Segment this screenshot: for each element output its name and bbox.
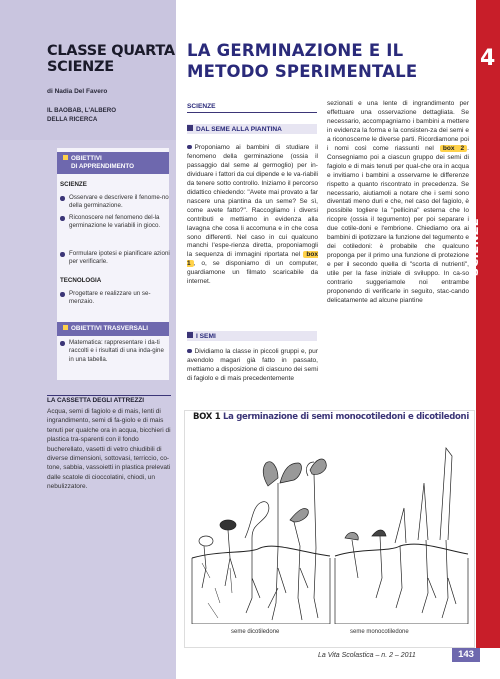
column-1-text-2 <box>187 348 318 384</box>
column-1-text <box>187 144 318 287</box>
label-isemi-text: I SEMI <box>196 333 216 340</box>
section-scienze: SCIENZE <box>60 181 87 188</box>
bullet-icon <box>60 341 65 346</box>
col2-paragraph: sezionati e una lente di ingrandimento per effettuare una osservazione dettagliata. Se necessario, accompagniamo i bambini a mettere in evidenza la forma e la consisten-za dei semi e a riconoscerne le diverse parti. Ricordiamone poi i nomi così come riassunti nel <box>327 100 469 152</box>
label-dalseme <box>187 125 282 133</box>
tools-divider <box>47 395 171 396</box>
bullet-icon <box>60 292 65 297</box>
subject-label: SCIENZE <box>47 59 114 75</box>
square-icon <box>63 155 68 160</box>
objective-item <box>60 290 170 307</box>
objective-item <box>60 214 170 231</box>
chapter-tab <box>476 0 500 648</box>
section-tecnologia: TECNOLOGIA <box>60 277 102 284</box>
class-heading <box>47 43 175 75</box>
box1-ref[interactable]: box 1 <box>187 251 318 268</box>
germination-illustration <box>190 428 470 624</box>
objectives-title-line2: DI APPRENDIMENTO <box>71 163 134 170</box>
objectives-title-line1: OBIETTIVI <box>71 155 102 162</box>
box1-title <box>193 412 469 422</box>
tools-title: LA CASSETTA DEGLI ATTREZZI <box>47 397 145 404</box>
vertical-label-text: SCIENZE <box>467 217 482 277</box>
label-scienze: SCIENZE <box>187 103 216 110</box>
box1-title-text: La germinazione di semi monocotiledoni e dicotiledoni <box>223 412 469 422</box>
square-icon <box>63 325 68 330</box>
objective-item <box>60 250 170 267</box>
col1-paragraph-1-end: , o, se disponiamo di un computer, guardiamone un filmato scaricabile da internet. <box>187 260 318 286</box>
caption-dicot: seme dicotiledone <box>231 629 280 635</box>
vertical-subject-label <box>467 208 500 288</box>
bullet-icon <box>187 349 192 354</box>
transversal-text: Matematica: rappresentare i da-ti raccolti e i risultati di una inda-gine in una tabella. <box>69 339 164 363</box>
box2-ref[interactable]: box 2 <box>440 145 467 152</box>
objective-text: Progettare e realizzare un se-menzaio. <box>69 290 151 306</box>
bullet-icon <box>187 145 192 150</box>
bullet-icon <box>60 252 65 257</box>
objective-item <box>60 194 170 211</box>
objective-text: Riconoscere nel fenomeno del-la germinazione le variabili in gioco. <box>69 214 161 230</box>
title-line-1: LA GERMINAZIONE E IL <box>187 41 404 60</box>
author: di Nadia Del Favero <box>47 88 108 95</box>
label-dalseme-text: DAL SEME ALLA PIANTINA <box>196 126 282 133</box>
caption-monocot: seme monocotiledone <box>350 629 409 635</box>
col1-paragraph-2: Dividiamo la classe in piccoli gruppi e, pur avendolo magari già fatto in passato, mettiamo a disposizione di ciascuno dei semi di fagiolo e di mais precedentemente <box>187 348 319 382</box>
objectives-panel <box>57 148 169 338</box>
objectives-title <box>57 152 169 174</box>
footer: La Vita Scolastica – n. 2 – 2011 <box>318 652 416 659</box>
transversal-item <box>60 339 170 364</box>
series-line-1: IL BAOBAB, L'ALBERO <box>47 107 117 114</box>
bullet-icon <box>60 196 65 201</box>
square-icon <box>187 125 193 131</box>
label-rule <box>187 112 317 113</box>
tools-text: Acqua, semi di fagiolo e di mais, lenti di ingrandimento, semi di fa-giolo e di mais tenuti per qualche ora in acqua, bicchieri di plastica tra-sparenti con il fondo bucherellato, vasetti di vetro chiudibili di diverse dimensioni, sottovasi, terriccio, co-tone, sabbia, vassoietti in plastica prelevati dalle scatole di cioccolatini, chiodi, un nebulizzatore. <box>47 408 171 491</box>
objective-text: Formulare ipotesi e pianificare azioni per verificarle. <box>69 250 170 266</box>
page-number: 143 <box>452 648 480 662</box>
chapter-number: 4 <box>480 46 496 71</box>
transversal-title-text: OBIETTIVI TRASVERSALI <box>71 325 148 332</box>
series-label <box>47 106 157 124</box>
left-pot <box>192 558 330 624</box>
article-title <box>187 40 417 82</box>
objective-text: Osservare e descrivere il fenome-no della germinazione. <box>69 194 169 210</box>
col1-paragraph-1: Proponiamo ai bambini di studiare il fenomeno della germinazione (ossia il passaggio dal seme al germoglio) per in-dividuare i fattori da cui dipende e le va-riabili da tenere sotto controllo. Iniziamo il percorso didattico chiedendo: "Avete mai provato a far nascere una piantina da un seme? Se sì, come avete fatto?". Raccogliamo i diversi contributi e mettiamo in evidenza alla lavagna che cosa li accomuna e in che cosa sono differenti. Nel caso in cui qualcuno manchi l'espe-rienza diretta, proponiamogli la sequenza di immagini riportata nel <box>187 144 319 259</box>
col2-paragraph-end: . Consegniamo poi a ciascun gruppo dei semi di fagiolo e di mais tenuti per qual-che ora in acqua e invitiamo i bambini a osservarne le differenze rispetto a quanto riscontrato in precedenza. Se necessario, aiutiamoli a notare che i semi sono diventati meno duri e che, nel caso del fagiolo, è possibile togliere la "pellicina" esterna che lo ricopre (ossia il tegumento) per poi separare i due cotile-doni e l'embrione. Chiediamo ora ai bambini di ipotizzare la funzione del tegumento e dei cotiledoni: è probabile che qualcuno proponga per il primo una funzione di protezione e per il secondo quella di "scorta di nutrienti", utile per la fase iniziale di sviluppo. In ca-so contrario suggeriamole noi entrambe proponendo di verificarle in seguito, stac-cando delicatamente ad alcune piantine <box>327 144 469 304</box>
transversal-title <box>57 322 169 336</box>
series-line-2: DELLA RICERCA <box>47 116 98 123</box>
box1-label: BOX 1 <box>193 412 221 422</box>
class-label: CLASSE QUARTA <box>47 43 175 59</box>
column-2-text <box>327 100 469 306</box>
square-icon <box>187 332 193 338</box>
title-line-2: METODO SPERIMENTALE <box>187 62 418 81</box>
label-isemi <box>187 332 216 340</box>
bullet-icon <box>60 216 65 221</box>
